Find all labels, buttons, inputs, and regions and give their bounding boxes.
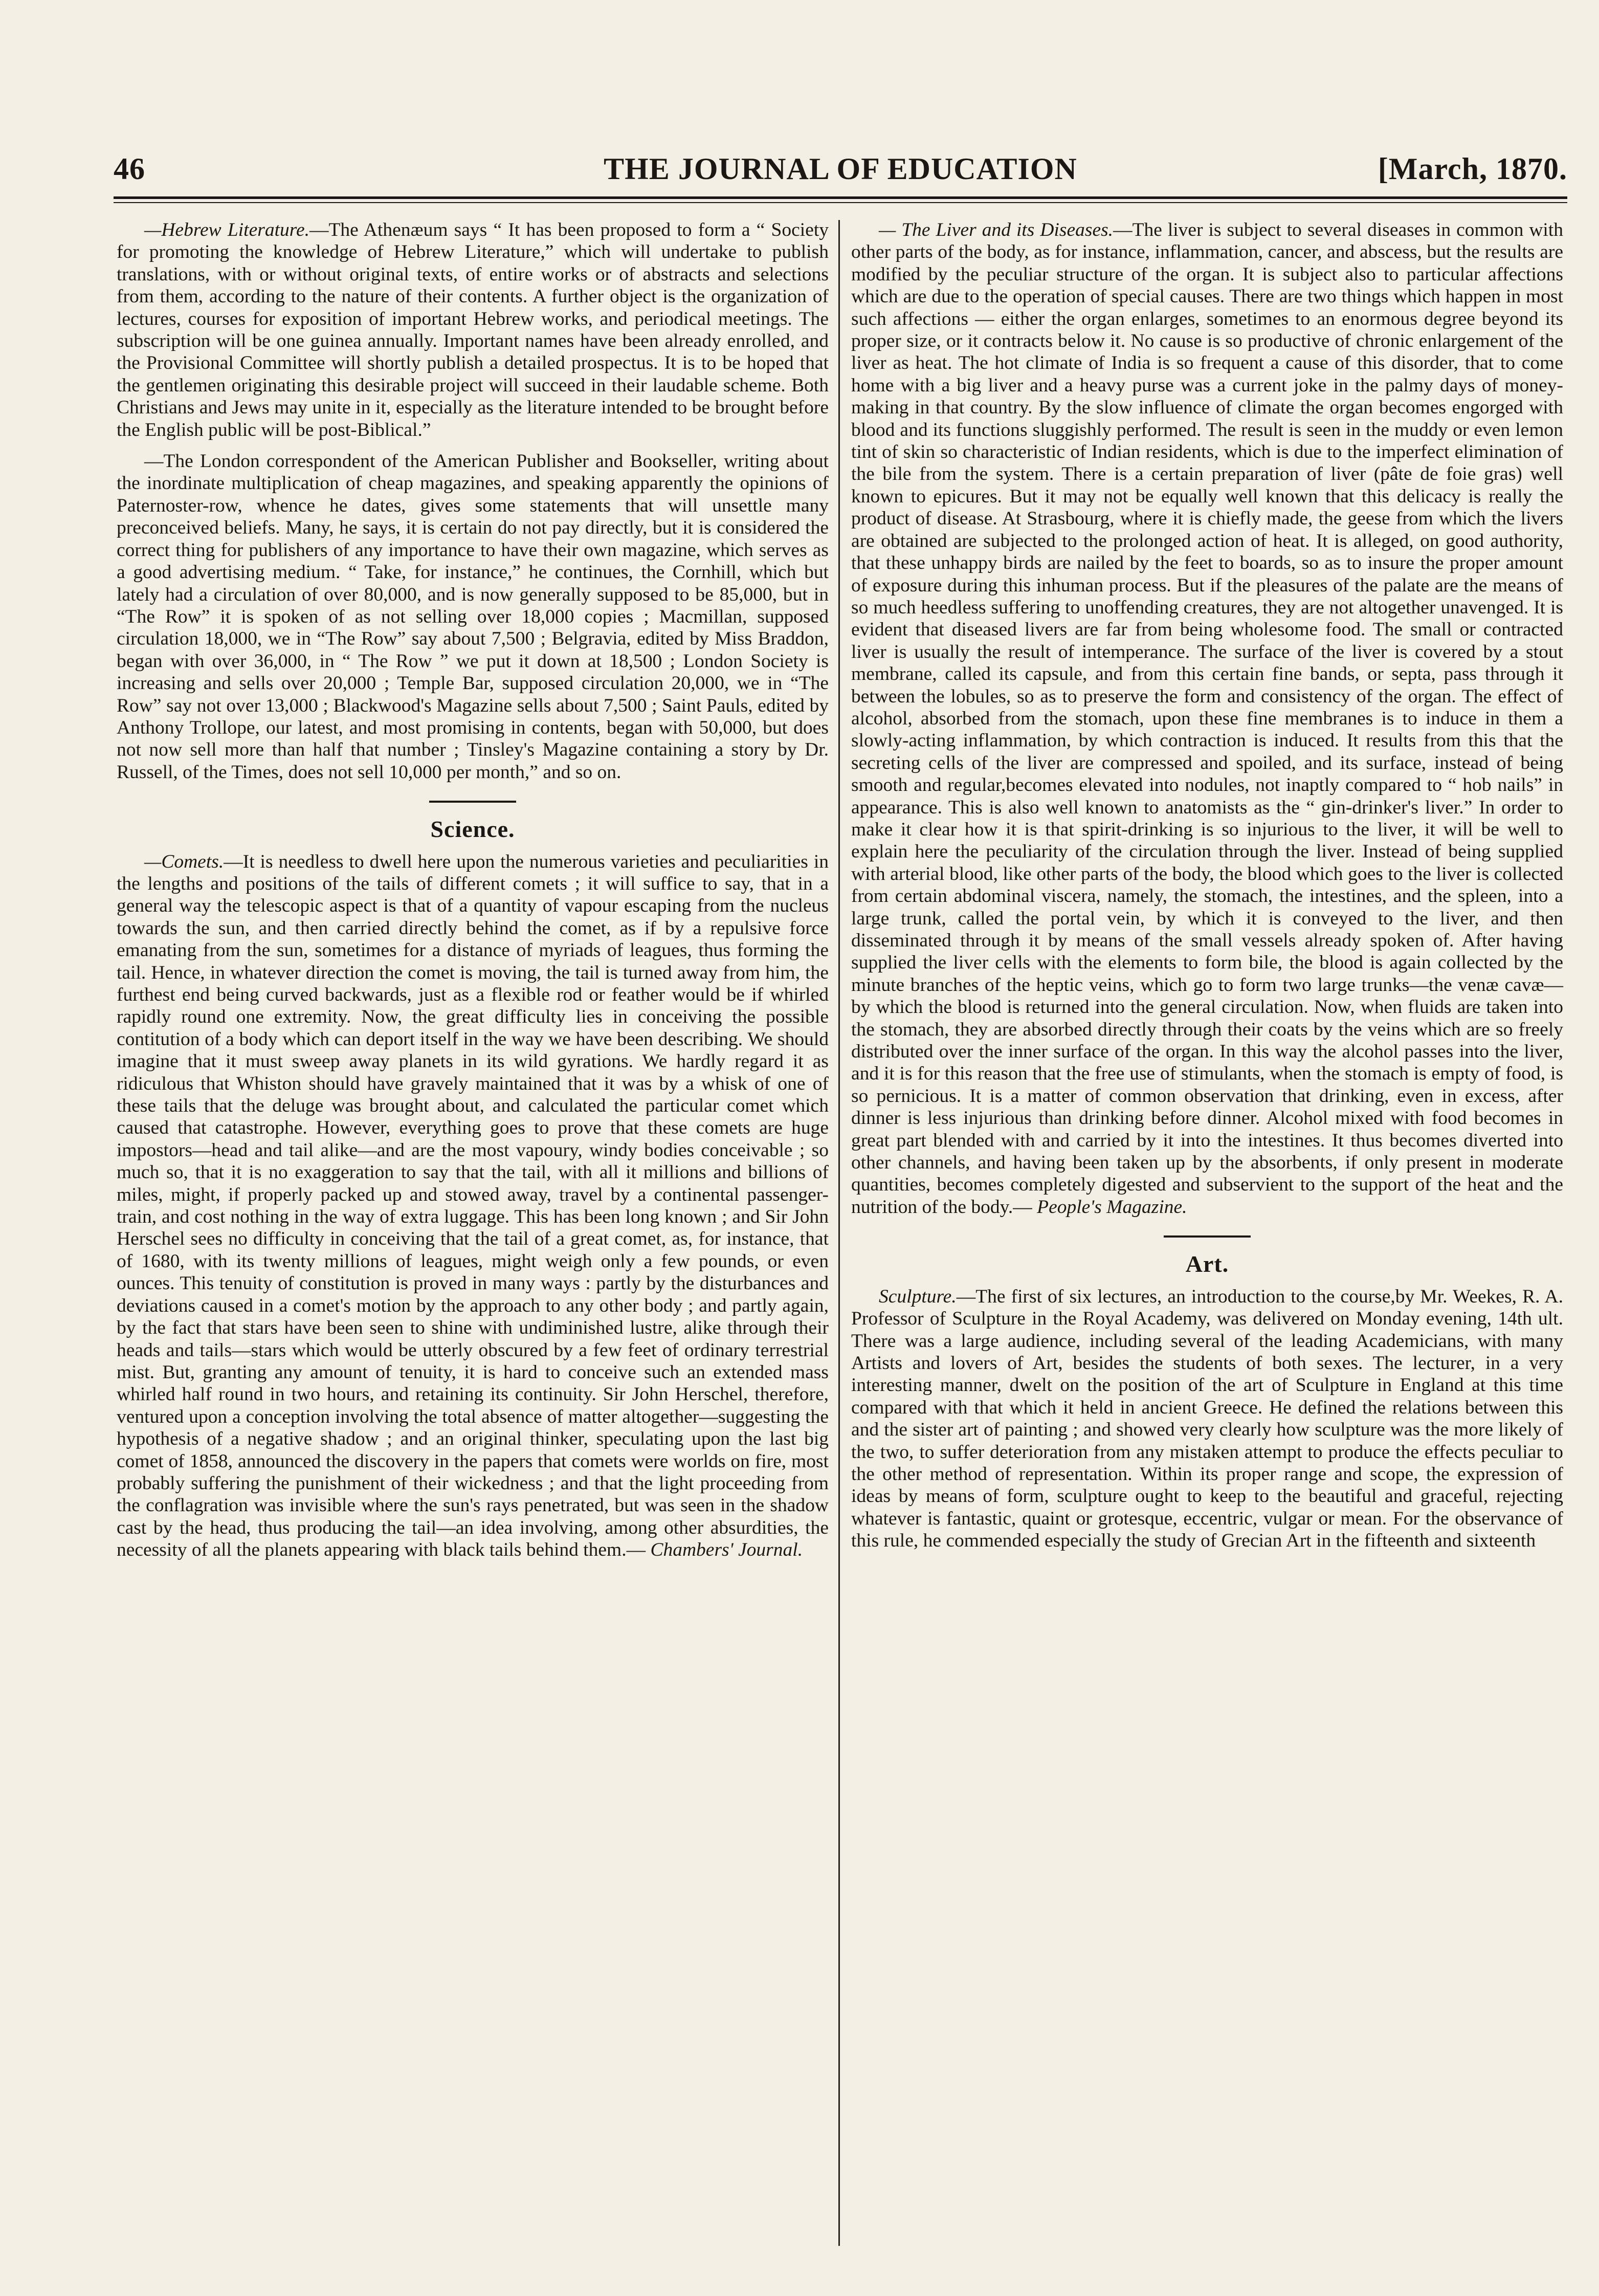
header-rule-thick — [114, 196, 1567, 199]
hebrew-literature-text: —The Athenæum says “ It has been proposed to form a “ Society for promoting the knowledge of Hebrew Literature,” which will undertake to publish translations, with or without original texts, of entire works or of abstracts and selections from them, according to the nature of their contents. A further object is the organization of lectures, courses for exposition of important Hebrew works, and periodical meetings. The subscription will be one guinea annually. Important names have been already enrolled, and the Provisional Committee will shortly publish a detailed prospectus. It is to be hoped that the gentlemen originating this desirable project will succeed in their laudable scheme. Both Christians and Jews may unite in it, especially as the literature intended to be brought before the English public will be post-Biblical.” — [117, 219, 829, 440]
liver-attribution: People's Magazine. — [1037, 1196, 1187, 1218]
journal-title: THE JOURNAL OF EDUCATION — [604, 152, 1077, 186]
header-rule-thin — [114, 202, 1567, 203]
sculpture-lead: Sculpture. — [879, 1286, 957, 1307]
hebrew-literature-lead: —Hebrew Literature. — [144, 219, 309, 240]
section-rule-science — [429, 801, 516, 803]
science-heading: Science. — [430, 816, 515, 843]
liver-text: —The liver is subject to several diseases in common with other parts of the body, as for instance, inflammation, cancer, and abscess, but the results are modified by the peculiar structure of the organ. It is subject also to particular affections which are due to the operation of special causes. There are two things which happen in most such affections — either the organ enlarges, sometimes to an enormous degree beyond its proper size, or it contracts below it. No cause is so productive of chronic enlargement of the liver as heat. The hot climate of India is so frequent a cause of this disorder, that to come home with a big liver and a heavy purse was a current joke in the palmy days of money-making in that country. By the slow influence of climate the organ becomes engorged with blood and its functions sluggishly performed. The result is seen in the muddy or even lemon tint of skin so characteristic of Indian residents, which is due to the imperfect elimination of the bile from the system. There is a certain preparation of liver (pâte de foie gras) well known to epicures. But it may not be equally well known that this delicacy is really the product of disease. At Strasbourg, where it is chiefly made, the geese from which the livers are obtained are subjected to the prolonged action of heat. It is alleged, on good authority, that these unhappy birds are nailed by the feet to boards, so as to insure the proper amount of exposure during this inhuman process. But if the pleasures of the palate are the means of so much heedless suffering to unoffending creatures, they are not altogether unavenged. It is evident that diseased livers are far from being wholesome food. The small or contracted liver is usually the result of intemperance. The surface of the liver is covered by a stout membrane, called its capsule, and from this certain fine bands, or septa, pass through it between the lobules, so as to preserve the form and consistency of the organ. The effect of alcohol, absorbed from the stomach, upon these fine membranes is to induce in them a slowly-acting inflammation, by which contraction is induced. It results from this that the secreting cells of the liver are compressed and spoiled, and its surface, instead of being smooth and regular,becomes elevated into nodules, not inaptly compared to “ hob nails” in appearance. This is also well known to anatomists as the “ gin-drinker's liver.” In order to make it clear how it is that spirit-drinking is so injurious to the liver, it will be well to explain here the peculiarity of the circulation through the liver. Instead of being supplied with arterial blood, like other parts of the body, the blood which goes to the liver is collected from certain abdominal viscera, namely, the stomach, the intestines, and the spleen, into a large trunk, called the portal vein, by which it is conveyed to the liver, and then disseminated through it by means of the small vessels already spoken of. After having supplied the liver cells with the elements to form bile, the blood is again collected by the minute branches of the heptic veins, which go to form two large trunks—the venæ cavæ—by which the blood is returned into the general circulation. Now, when fluids are taken into the stomach, they are absorbed directly through their coats by the veins which are so freely distributed over the inner surface of the organ. In this way the alcohol passes into the liver, and it is for this reason that the free use of stimulants, when the stomach is empty of food, is so pernicious. It is a matter of common observation that drinking, even in excess, after dinner is less injurious than drinking before dinner. Alcohol mixed with food becomes in great part blended with and carried by it into the intestines. It thus becomes diverted into other channels, and having been taken up by the absorbents, if only present in moderate quantities, becomes completely digested and subservient to the support of the heat and the nutrition of the body.— — [851, 219, 1563, 1218]
comets-lead: —Comets. — [144, 851, 224, 872]
page-number: 46 — [114, 152, 145, 186]
liver-paragraph — [851, 219, 1563, 1218]
issue-date: [March, 1870. — [1378, 152, 1567, 186]
comets-attribution: Chambers' Journal. — [650, 1539, 803, 1561]
art-heading: Art. — [1185, 1251, 1229, 1277]
left-column — [117, 219, 829, 2245]
right-column — [851, 219, 1563, 2245]
column-divider — [838, 220, 840, 2246]
liver-lead: — The Liver and its Diseases. — [879, 219, 1114, 240]
comets-paragraph — [117, 851, 829, 1561]
sculpture-text: —The first of six lectures, an introduction to the course,by Mr. Weekes, R. A. Professor of Sculpture in the Royal Academy, was delivered on Monday evening, 14th ult. There was a large audience, including several of the leading Academicians, with many Artists and lovers of Art, besides the students of both sexes. The lecturer, in a very interesting manner, dwelt on the position of the art of Sculpture in England at this time compared with that which it held in ancient Greece. He defined the relations between this and the sister art of painting ; and showed very clearly how sculpture was the more likely of the two, to suffer deterioration from any mistaken attempt to produce the effects peculiar to the other method of representation. Within its proper range and scope, the expression of ideas by means of form, sculpture ought to keep to the beautiful and graceful, rejecting whatever is fantastic, quaint or grotesque, eccentric, vulgar or mean. For the observance of this rule, he commended especially the study of Grecian Art in the fifteenth and sixteenth — [851, 1286, 1563, 1552]
running-header — [114, 151, 1567, 192]
section-rule-art — [1164, 1235, 1251, 1238]
hebrew-literature-paragraph — [117, 219, 829, 441]
comets-text: —It is needless to dwell here upon the numerous varieties and peculiarities in the lengths and positions of the tails of different comets ; it will suffice to say, that in a general way the telescopic aspect is that of a quantity of vapour escaping from the nucleus towards the sun, and then carried directly behind the comet, as if by a repulsive force emanating from the sun, sometimes for a distance of myriads of leagues, thus forming the tail. Hence, in whatever direction the comet is moving, the tail is turned away from him, the furthest end being curved backwards, just as a flexible rod or feather would be if whirled rapidly round one extremity. Now, the great difficulty lies in conceiving the possible contitution of a body which can deport itself in the way we have been describing. We should imagine that it must sweep away planets in its wild gyrations. We hardly regard it as ridiculous that Whiston should have gravely maintained that it was by a whisk of one of these tails that the deluge was brought about, and calculated the particular comet which caused that catastrophe. However, everything goes to prove that these comets are huge impostors—head and tail alike—and are the most vapoury, windy bodies conceivable ; so much so, that it is no exaggeration to say that the tail, with all it millions and billions of miles, might, if properly packed up and stowed away, travel by a continental passenger-train, and cost nothing in the way of extra luggage. This has been long known ; and Sir John Herschel sees no difficulty in conceiving that the tail of a great comet, as, for instance, that of 1680, with its twenty millions of leagues, might weigh only a few pounds, or even ounces. This tenuity of constitution is proved in many ways : partly by the disturbances and deviations caused in a comet's motion by the approach to any other body ; and partly again, by the fact that stars have been seen to shine with undiminished lustre, alike through their heads and tails—stars which would be utterly obscured by a few feet of ordinary terrestrial mist. But, granting any amount of tenuity, it is hard to conceive such an extended mass whirled half round in two hours, and retaining its continuity. Sir John Herschel, therefore, ventured upon a conception involving the total absence of matter altogether—suggesting the hypothesis of a negative shadow ; and an original thinker, speculating upon the last big comet of 1858, announced the discovery in the papers that comets were worlds on fire, most probably suffering the punishment of their wickedness ; and that the light proceeding from the conflagration was invisible where the sun's rays penetrated, but was seen in the shadow cast by the head, thus producing the tail—an idea involving, among other absurdities, the necessity of all the planets appearing with black tails behind them.— — [117, 851, 829, 1561]
magazines-paragraph: —The London correspondent of the American Publisher and Bookseller, writing about the inordinate multiplication of cheap magazines, and speaking apparently the opinions of Paternoster-row, whence he dates, gives some statements that will unsettle many preconceived beliefs. Many, he says, it is certain do not pay directly, but it is considered the correct thing for publishers of any importance to have their own magazine, which serves as a good advertising medium. “ Take, for instance,” he continues, the Cornhill, which but lately had a circulation of over 80,000, and is now generally supposed to be 85,000, but in “The Row” it is spoken of as not selling over 18,000 copies ; Macmillan, supposed circulation 18,000, we in “The Row” say about 7,500 ; Belgravia, edited by Miss Braddon, began with over 36,000, in “ The Row ” we put it down at 18,500 ; London Society is increasing and sells over 20,000 ; Temple Bar, supposed circulation 20,000, we in “The Row” say not over 13,000 ; Blackwood's Magazine sells about 7,500 ; Saint Pauls, edited by Anthony Trollope, our latest, and most promising in contents, began with 50,000, but does not now sell more than half that number ; Tinsley's Magazine containing a story by Dr. Russell, of the Times, does not sell 10,000 per month,” and so on. — [117, 451, 829, 783]
sculpture-paragraph — [851, 1286, 1563, 1552]
